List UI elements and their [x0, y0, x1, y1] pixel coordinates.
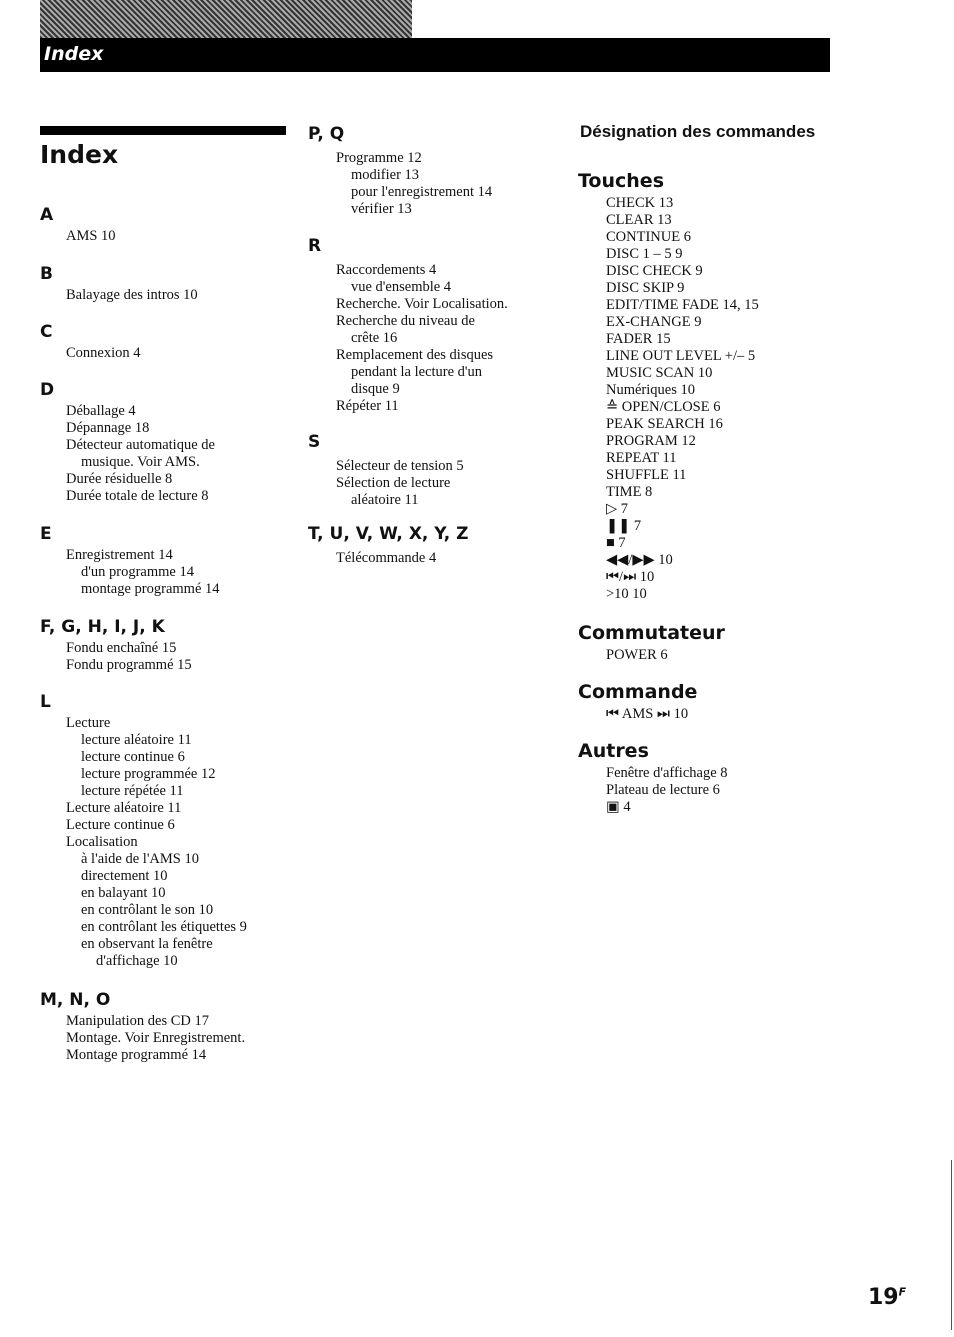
index-entry: lecture continue 6 [81, 749, 185, 765]
index-entry: lecture aléatoire 11 [81, 732, 192, 748]
control-entry: TIME 8 [606, 484, 653, 500]
letter-heading: B [40, 264, 53, 284]
control-entry: EDIT/TIME FADE 14, 15 [606, 297, 759, 313]
letter-heading: R [308, 236, 322, 256]
index-entry: crête 16 [351, 330, 398, 346]
index-entry: Répéter 11 [336, 398, 399, 414]
index-entry: Connexion 4 [66, 345, 141, 361]
letter-heading: S [308, 432, 321, 452]
control-entry: CONTINUE 6 [606, 229, 691, 245]
index-entry: Programme 12 [336, 150, 422, 166]
index-entry: Manipulation des CD 17 [66, 1013, 209, 1029]
control-group-heading: Commande [578, 681, 698, 703]
control-entry: SHUFFLE 11 [606, 467, 687, 483]
index-entry: montage programmé 14 [81, 581, 220, 597]
page-title: Index [40, 140, 119, 169]
control-entry: REPEAT 11 [606, 450, 677, 466]
index-entry: modifier 13 [351, 167, 420, 183]
control-entry: ⏮ AMS ⏭ 10 [606, 706, 689, 722]
index-entry: Montage programmé 14 [66, 1047, 207, 1063]
page-number-value: 19 [868, 1285, 899, 1310]
index-entry: Montage. Voir Enregistrement. [66, 1030, 246, 1046]
index-entry: Recherche du niveau de [336, 313, 475, 329]
control-entry: ◀◀/▶▶ 10 [606, 552, 673, 568]
control-entry: EX-CHANGE 9 [606, 314, 702, 330]
index-entry: d'un programme 14 [81, 564, 194, 580]
control-entry: PROGRAM 12 [606, 433, 696, 449]
control-group-heading: Autres [578, 740, 649, 762]
index-entry: pendant la lecture d'un [351, 364, 483, 380]
letter-heading: L [40, 692, 51, 712]
index-entry: vérifier 13 [351, 201, 412, 217]
index-entry: Sélection de lecture [336, 475, 451, 491]
index-entry: Durée totale de lecture 8 [66, 488, 209, 504]
header-band [40, 38, 830, 72]
margin-line [951, 1160, 952, 1330]
index-entry: vue d'ensemble 4 [351, 279, 452, 295]
index-entry: lecture répétée 11 [81, 783, 184, 799]
control-entry: DISC SKIP 9 [606, 280, 685, 296]
index-entry: en balayant 10 [81, 885, 166, 901]
index-entry: lecture programmée 12 [81, 766, 216, 782]
index-entry: Recherche. Voir Localisation. [336, 296, 508, 312]
index-entry: en observant la fenêtre [81, 936, 213, 952]
index-entry: Durée résiduelle 8 [66, 471, 173, 487]
control-entry: ■ 7 [606, 535, 626, 551]
control-entry: CLEAR 13 [606, 212, 672, 228]
index-entry: en contrôlant le son 10 [81, 902, 214, 918]
letter-heading: D [40, 380, 55, 400]
control-entry: Numériques 10 [606, 382, 695, 398]
control-group-heading: Commutateur [578, 622, 725, 644]
index-entry: Lecture aléatoire 11 [66, 800, 182, 816]
index-entry: musique. Voir AMS. [81, 454, 200, 470]
index-entry: à l'aide de l'AMS 10 [81, 851, 199, 867]
index-entry: Fondu programmé 15 [66, 657, 192, 673]
letter-heading: C [40, 322, 53, 342]
index-entry: disque 9 [351, 381, 400, 397]
index-entry: Détecteur automatique de [66, 437, 215, 453]
index-entry: Lecture [66, 715, 111, 731]
index-entry: Raccordements 4 [336, 262, 437, 278]
index-entry: Télécommande 4 [336, 550, 437, 566]
control-entry: ▣ 4 [606, 799, 631, 815]
title-rule [40, 126, 286, 135]
control-entry: LINE OUT LEVEL +/– 5 [606, 348, 756, 364]
letter-heading: E [40, 524, 52, 544]
control-entry: DISC CHECK 9 [606, 263, 703, 279]
index-entry: pour l'enregistrement 14 [351, 184, 493, 200]
letter-heading: A [40, 205, 54, 225]
index-entry: en contrôlant les étiquettes 9 [81, 919, 247, 935]
control-entry: FADER 15 [606, 331, 671, 347]
index-entry: Sélecteur de tension 5 [336, 458, 464, 474]
control-entry: Plateau de lecture 6 [606, 782, 720, 798]
control-entry: ❚❚ 7 [606, 518, 642, 534]
control-entry: POWER 6 [606, 647, 668, 663]
index-entry: Déballage 4 [66, 403, 136, 419]
control-entry: MUSIC SCAN 10 [606, 365, 713, 381]
index-entry: AMS 10 [66, 228, 116, 244]
control-entry: ▷ 7 [606, 501, 629, 517]
index-entry: d'affichage 10 [96, 953, 178, 969]
index-entry: directement 10 [81, 868, 168, 884]
control-entry: DISC 1 – 5 9 [606, 246, 683, 262]
control-entry: ≙ OPEN/CLOSE 6 [606, 399, 721, 415]
index-entry: Fondu enchaîné 15 [66, 640, 177, 656]
index-entry: aléatoire 11 [351, 492, 419, 508]
letter-heading: F, G, H, I, J, K [40, 617, 165, 637]
index-entry: Balayage des intros 10 [66, 287, 198, 303]
letter-heading: P, Q [308, 124, 345, 144]
index-entry: Enregistrement 14 [66, 547, 173, 563]
control-entry: ⏮/⏭ 10 [606, 569, 655, 585]
index-entry: Remplacement des disques [336, 347, 494, 363]
index-entry: Lecture continue 6 [66, 817, 175, 833]
page-number [868, 1285, 906, 1310]
control-group-heading: Touches [578, 170, 665, 192]
control-entry: >10 10 [606, 586, 647, 602]
control-entry: CHECK 13 [606, 195, 674, 211]
header-title: Index [44, 43, 104, 65]
letter-heading: M, N, O [40, 990, 111, 1010]
header-hatch-decoration [40, 0, 412, 38]
page-suffix: F [898, 1285, 907, 1299]
index-entry: Localisation [66, 834, 138, 850]
index-entry: Dépannage 18 [66, 420, 150, 436]
control-entry: PEAK SEARCH 16 [606, 416, 723, 432]
control-entry: Fenêtre d'affichage 8 [606, 765, 728, 781]
controls-heading: Désignation des commandes [580, 122, 816, 141]
letter-heading: T, U, V, W, X, Y, Z [308, 524, 469, 544]
